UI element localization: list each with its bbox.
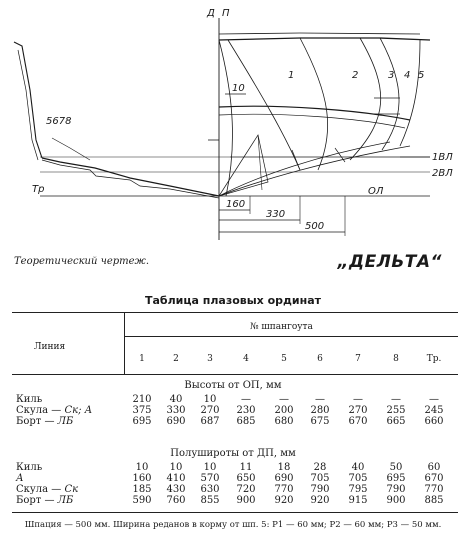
table-cell: 650	[236, 473, 256, 484]
row-label-code: ЛБ	[57, 495, 74, 506]
frame-column-header: № шпангоута	[250, 322, 313, 332]
lines-drawing	[0, 0, 466, 250]
table-cell: 630	[200, 484, 220, 495]
frame-number: 5	[281, 354, 287, 364]
section-title: Высоты от ОП, мм	[184, 380, 282, 391]
table-cell: 270	[200, 405, 220, 416]
row-label-code: Ск	[64, 484, 79, 495]
table-cell: 790	[310, 484, 330, 495]
table-cell: 330	[166, 405, 186, 416]
section-title: Полуширoты от ДП, мм	[170, 448, 296, 459]
table-cell: 60	[427, 462, 441, 473]
frame-number: 8	[393, 354, 399, 364]
table-cell: 695	[132, 416, 152, 427]
table-cell: —	[241, 394, 251, 405]
table-cell: 900	[386, 495, 406, 506]
frame-number: 1	[139, 354, 145, 364]
curve-label-5: 5	[418, 70, 425, 81]
frame-number: Тр.	[426, 354, 442, 364]
table-cell: 705	[348, 473, 368, 484]
table-cell: 200	[274, 405, 294, 416]
table-cell: 10	[203, 462, 217, 473]
table-cell: 280	[310, 405, 330, 416]
row-label-code: А	[16, 473, 24, 484]
table-cell: 430	[166, 484, 186, 495]
curve-label-1: 1	[288, 70, 295, 81]
dim-160-label: 160	[226, 199, 246, 210]
tr-label: Тр	[32, 184, 45, 195]
table-top-rule	[12, 312, 458, 313]
row-label-prefix: Скула —	[16, 484, 65, 495]
header-divider	[124, 312, 125, 374]
figure-caption: Теоретический чертеж.	[14, 256, 150, 267]
row-label-prefix: Киль	[16, 394, 43, 405]
row-label	[16, 416, 73, 427]
table-cell: 685	[236, 416, 256, 427]
table-cell: 50	[389, 462, 403, 473]
dim-500-label: 500	[305, 221, 325, 232]
table-cell: 720	[236, 484, 256, 495]
table-cell: 760	[166, 495, 186, 506]
table-cell: 210	[132, 394, 152, 405]
table-cell: 40	[351, 462, 365, 473]
dim-10-label: 10	[232, 83, 245, 94]
table-cell: —	[353, 394, 363, 405]
table-cell: 675	[310, 416, 330, 427]
table-cell: 410	[166, 473, 186, 484]
table-cell: 770	[424, 484, 444, 495]
table-cell: 375	[132, 405, 152, 416]
row-label-code: Ск; А	[64, 405, 93, 416]
table-cell: 690	[166, 416, 186, 427]
wl1-label: 1ВЛ	[432, 152, 453, 163]
table-cell: 230	[236, 405, 256, 416]
boat-name: „ДЕЛЬТА“	[337, 252, 442, 272]
frame-number: 7	[355, 354, 361, 364]
table-cell: 660	[424, 416, 444, 427]
table-cell: 590	[132, 495, 152, 506]
table-title: Таблица плазовых ординат	[144, 294, 322, 307]
table-cell: 900	[236, 495, 256, 506]
row-label-prefix: Киль	[16, 462, 43, 473]
table-cell: 185	[132, 484, 152, 495]
row-label	[16, 462, 42, 473]
table-bottom-rule	[12, 512, 458, 513]
row-label-prefix: Борт —	[16, 495, 58, 506]
table-cell: 10	[135, 462, 149, 473]
p-label: П	[222, 8, 230, 19]
table-cell: 18	[277, 462, 291, 473]
table-cell: 770	[274, 484, 294, 495]
table-cell: 10	[203, 394, 217, 405]
table-cell: 160	[132, 473, 152, 484]
row-label-prefix: Скула —	[16, 405, 65, 416]
row-label	[16, 405, 92, 416]
frame-labels: 5678	[46, 116, 72, 127]
table-cell: 885	[424, 495, 444, 506]
curve-label-4: 4	[404, 70, 411, 81]
table-cell: 920	[274, 495, 294, 506]
frame-number: 6	[317, 354, 323, 364]
table-cell: 10	[169, 462, 183, 473]
line-column-header: Линия	[34, 342, 66, 352]
ol-label: ОЛ	[368, 186, 384, 197]
table-cell: 705	[310, 473, 330, 484]
row-label	[16, 394, 42, 405]
frame-number: 3	[207, 354, 213, 364]
table-cell: 665	[386, 416, 406, 427]
table-cell: 40	[169, 394, 183, 405]
wl2-label: 2ВЛ	[432, 168, 453, 179]
table-cell: 915	[348, 495, 368, 506]
table-cell: 680	[274, 416, 294, 427]
table-header-rule	[12, 374, 458, 375]
table-cell: 690	[274, 473, 294, 484]
table-cell: 11	[239, 462, 253, 473]
frame-number: 2	[173, 354, 179, 364]
row-label	[16, 495, 73, 506]
row-label	[16, 473, 24, 484]
table-cell: 28	[313, 462, 327, 473]
curve-label-2: 2	[352, 70, 359, 81]
table-cell: 570	[200, 473, 220, 484]
table-cell: —	[391, 394, 401, 405]
table-cell: —	[315, 394, 325, 405]
row-label-prefix: Борт —	[16, 416, 58, 427]
curve-label-3: 3	[388, 70, 395, 81]
frame-header-rule	[124, 336, 458, 337]
table-cell: 695	[386, 473, 406, 484]
table-cell: 245	[424, 405, 444, 416]
frame-number: 4	[243, 354, 249, 364]
dim-330-label: 330	[266, 209, 286, 220]
table-cell: 270	[348, 405, 368, 416]
table-cell: 855	[200, 495, 220, 506]
table-cell: 670	[424, 473, 444, 484]
table-cell: 920	[310, 495, 330, 506]
table-cell: —	[429, 394, 439, 405]
table-cell: 790	[386, 484, 406, 495]
row-label-code: ЛБ	[57, 416, 74, 427]
table-cell: 795	[348, 484, 368, 495]
table-cell: 687	[200, 416, 220, 427]
table-cell: 670	[348, 416, 368, 427]
table-cell: 255	[386, 405, 406, 416]
row-label	[16, 484, 78, 495]
table-footnote: Шпация — 500 мм. Ширина реданов в корму от шп. 5: Р1 — 60 мм; Р2 — 60 мм; Р3 — 50 мм.	[24, 520, 442, 530]
table-cell: —	[279, 394, 289, 405]
dp-label: Д	[207, 8, 215, 19]
